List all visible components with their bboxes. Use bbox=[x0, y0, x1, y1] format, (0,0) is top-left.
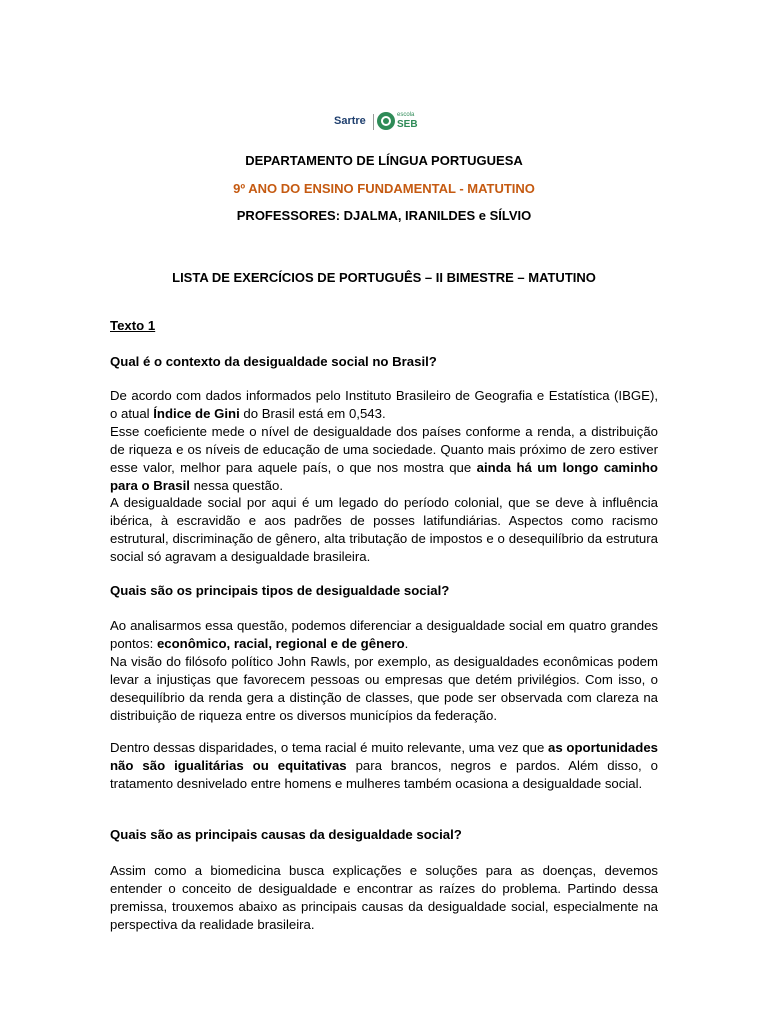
logo-escola: escola bbox=[397, 112, 415, 118]
department-title: DEPARTAMENTO DE LÍNGUA PORTUGUESA bbox=[245, 153, 523, 168]
paragraph-4-a: Ao analisarmos essa questão, podemos diferenciar a desigualdade social em quatro grandes pontos: bbox=[110, 618, 658, 651]
question-2: Quais são os principais tipos de desigualdade social? bbox=[110, 583, 450, 598]
paragraph-1 bbox=[110, 387, 658, 423]
paragraph-6 bbox=[110, 739, 658, 793]
grade-title: 9º ANO DO ENSINO FUNDAMENTAL - MATUTINO bbox=[233, 181, 535, 196]
logo-seb: SEB bbox=[397, 119, 418, 130]
paragraph-5: Na visão do filósofo político John Rawls, por exemplo, as desigualdades econômicas podem levar a injustiças que favorecem pessoas ou empresas que detém privilégios. Com isso, o desequilíbrio da renda gera a distinção de classes, que pode ser observada com clareza na distribuição de riqueza entre os diversos municípios da federação. bbox=[110, 654, 658, 723]
paragraph-4-b: econômico, racial, regional e de gênero bbox=[156, 636, 405, 651]
school-logo bbox=[334, 110, 454, 152]
question-1: Qual é o contexto da desigualdade social no Brasil? bbox=[110, 354, 437, 369]
teachers-title: PROFESSORES: DJALMA, IRANILDES e SÍLVIO bbox=[236, 208, 532, 223]
question-3: Quais são as principais causas da desigualdade social? bbox=[110, 827, 462, 842]
paragraph-6-a: Dentro dessas disparidades, o tema racial é muito relevante, uma vez que bbox=[110, 740, 549, 755]
list-title: LISTA DE EXERCÍCIOS DE PORTUGUÊS – II BIMESTRE – MATUTINO bbox=[172, 270, 596, 285]
logo-divider bbox=[373, 114, 374, 130]
paragraph-1-a: De acordo com dados informados pelo Instituto Brasileiro de Geografia e Estatística (IBGE), o atual bbox=[110, 388, 658, 421]
paragraph-7: Assim como a biomedicina busca explicações e soluções para as doenças, devemos entender o conceito de desigualdade e encontrar as raízes do problema. Partindo dessa premissa, trouxemos abaixo as principais causas da desigualdade social, especialmente na perspectiva da realidade brasileira. bbox=[110, 863, 658, 932]
paragraph-2 bbox=[110, 423, 658, 495]
paragraph-2-b: ainda há um longo caminho para o Brasil bbox=[110, 460, 658, 493]
logo-sartre: Sartre bbox=[334, 115, 366, 127]
paragraph-6-c: para brancos, negros e pardos. Além disso, o tratamento desnivelado entre homens e mulheres também ocasiona a desigualdade social. bbox=[110, 758, 658, 791]
paragraph-4-c: . bbox=[404, 636, 409, 651]
paragraph-1-c: do Brasil está em 0,543. bbox=[239, 406, 386, 421]
paragraph-2-c: nessa questão. bbox=[189, 478, 284, 493]
text-label: Texto 1 bbox=[110, 318, 156, 333]
paragraph-4 bbox=[110, 617, 658, 653]
paragraph-6-b: as oportunidades não são igualitárias ou equitativas bbox=[110, 740, 658, 773]
paragraph-1-b: Índice de Gini bbox=[153, 406, 240, 421]
paragraph-2-a: Esse coeficiente mede o nível de desigualdade dos países conforme a renda, a distribuição de riqueza e os níveis de educação de uma sociedade. Quanto mais próximo de zero estiver esse valor, melhor para aquele país, o que nos mostra que bbox=[110, 424, 658, 475]
paragraph-3: A desigualdade social por aqui é um legado do período colonial, que se deve à influência ibérica, à escravidão e aos padrões de posses latifundiárias. Aspectos como racismo estrutural, discriminação de gênero, alta tributação de impostos e o desequilíbrio da estrutura social só agravam a desigualdade brasileira. bbox=[110, 495, 658, 564]
seb-logo-icon bbox=[377, 112, 395, 130]
